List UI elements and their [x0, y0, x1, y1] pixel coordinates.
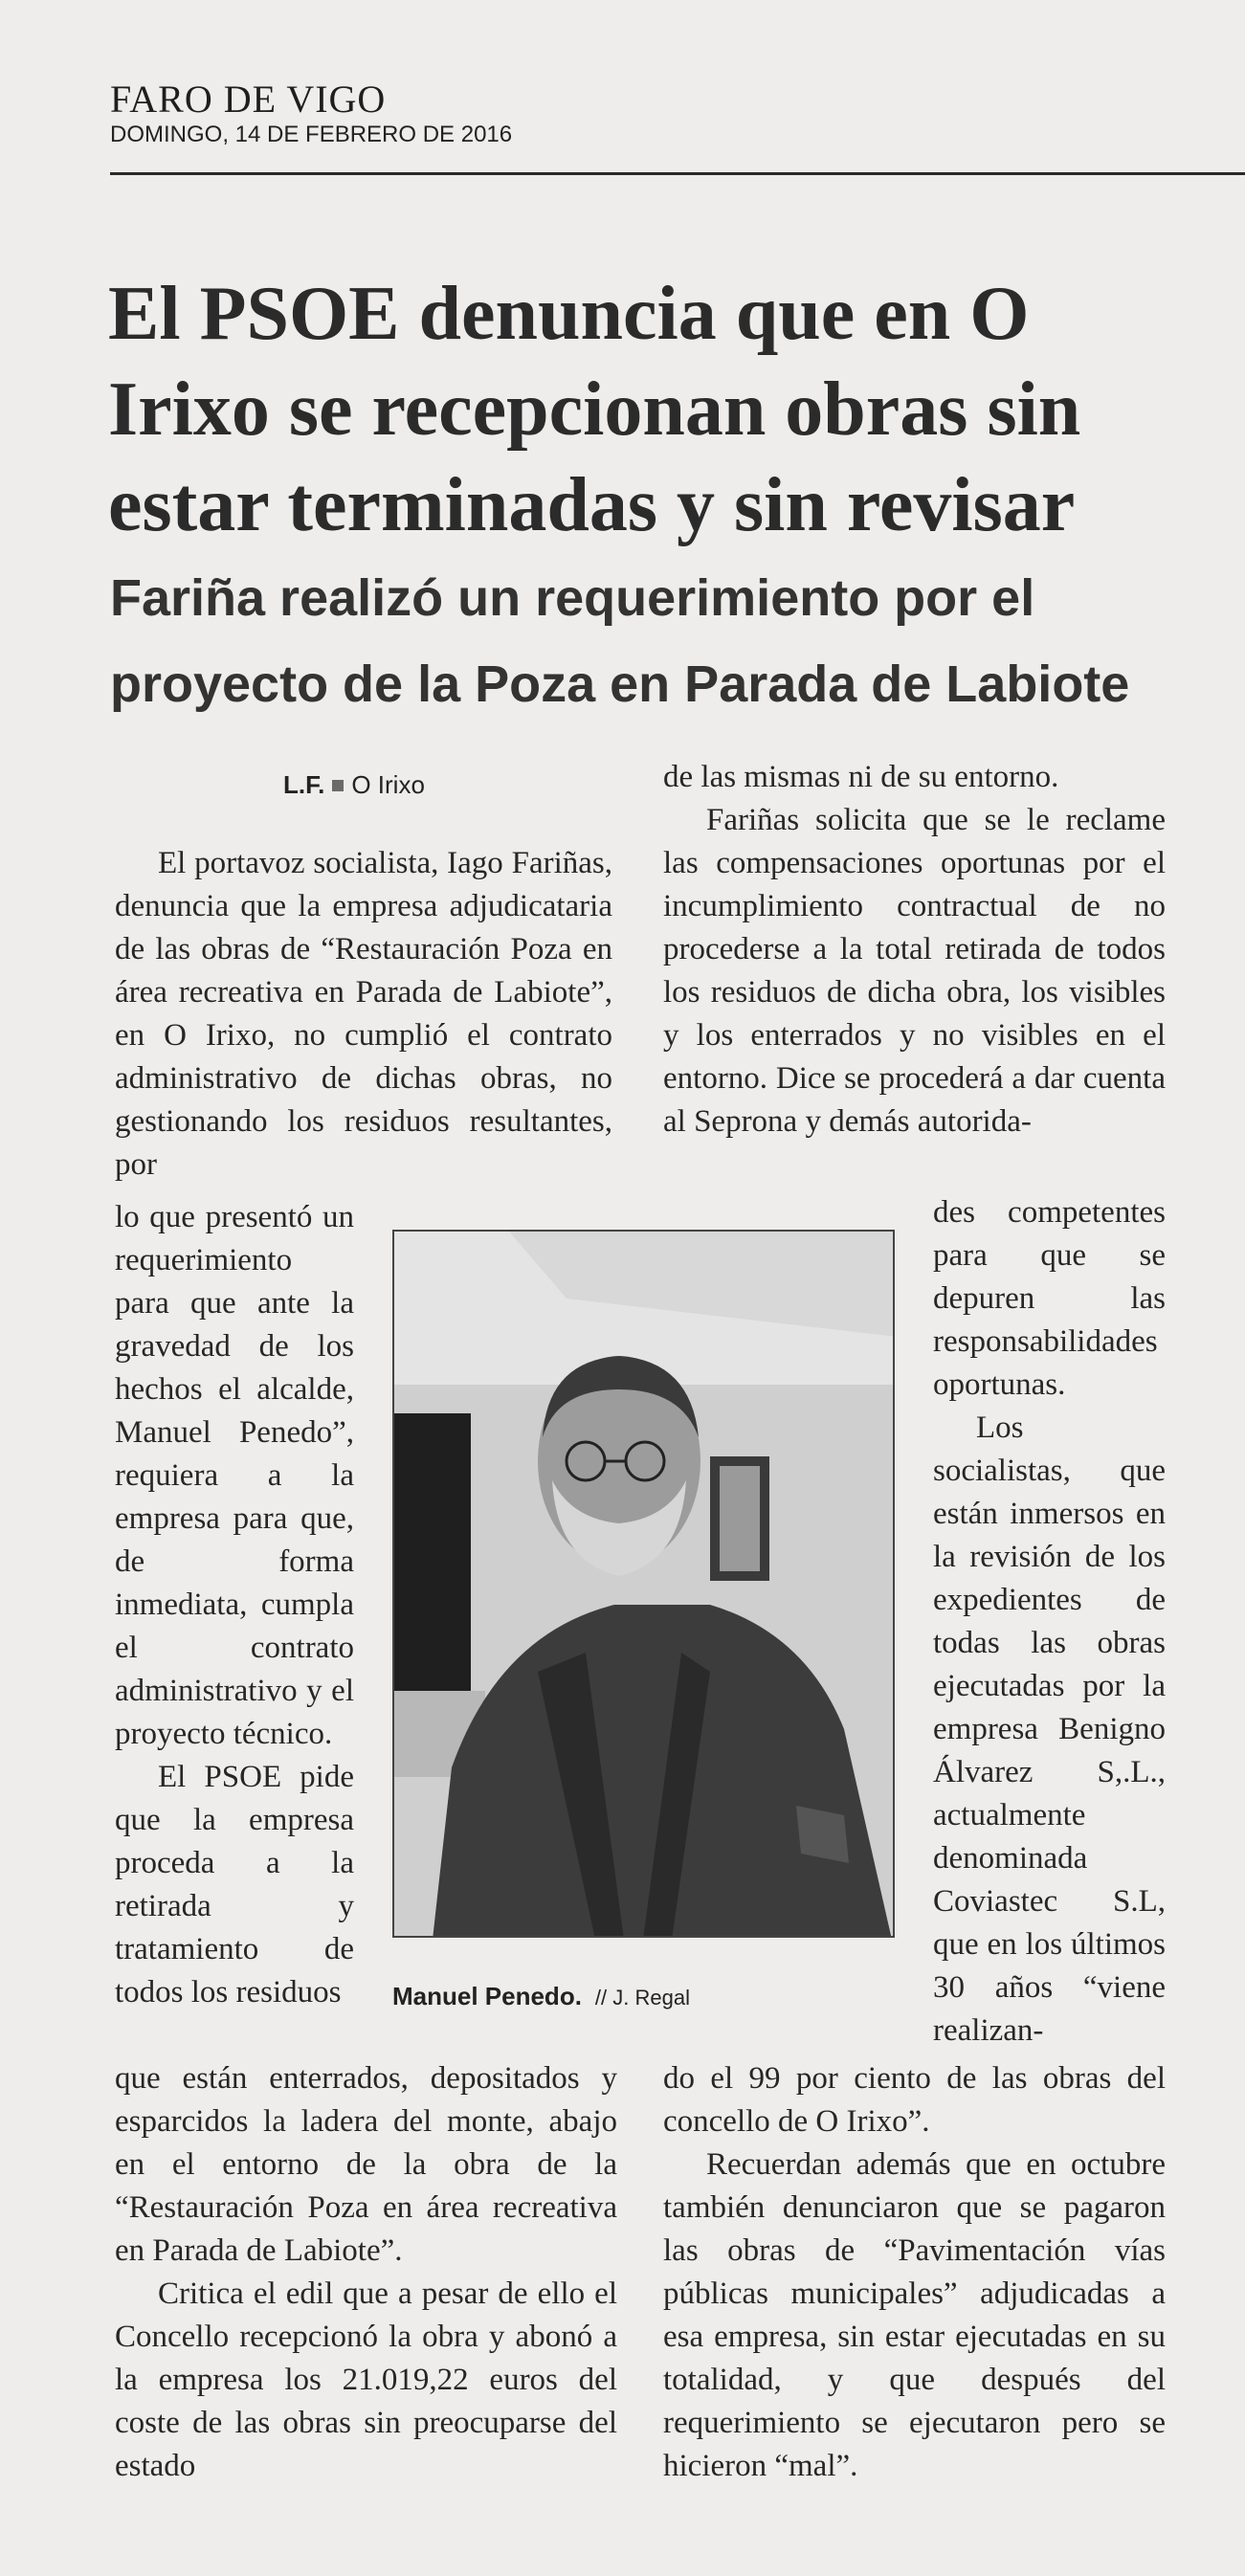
body-column-2-narrow	[933, 1191, 1166, 2053]
byline-author: L.F.	[283, 770, 325, 799]
masthead-rule	[110, 172, 1245, 175]
paragraph: do el 99 por ciento de las obras del concello de O Irixo”.	[663, 2061, 1166, 2139]
paragraph: de las mismas ni de su entorno.	[663, 760, 1059, 794]
newspaper-name: FARO DE VIGO	[110, 78, 387, 121]
body-column-2-bottom	[663, 2057, 1166, 2488]
paragraph: des competentes para que se depuren las responsabilidades oportunas.	[933, 1195, 1166, 1402]
paragraph: Fariñas solicita que se le reclame las compensaciones oportunas por el incumplimiento contractual de no procederse a la total retirada de todos los residuos de dicha obra, los visibles y los enterrados y no visibles en el entorno. Dice se procederá a dar cuenta al Seprona y demás autorida-	[663, 803, 1166, 1139]
paragraph: Recuerdan además que en octubre también denunciaron que se pagaron las obras de “Pavimentación vías públicas municipales” adjudicadas a esa empresa, sin estar ejecutadas en su totalidad, y que después del requerimiento se ejecutaron pero se hicieron “mal”.	[663, 2147, 1166, 2483]
paragraph: Critica el edil que a pesar de ello el Concello recepcionó la obra y abonó a la empresa los 21.019,22 euros del coste de las obras sin preocuparse del estado	[115, 2276, 617, 2483]
byline-location: O Irixo	[351, 770, 425, 799]
headline: El PSOE denuncia que en O Irixo se recepcionan obras sin estar terminadas y sin revisar	[108, 272, 1081, 547]
masthead	[110, 78, 512, 149]
paragraph: que están enterrados, depositados y esparcidos la ladera del monte, abajo en el entorno de la obra de la “Restauración Poza en área recreativa en Parada de Labiote”.	[115, 2061, 617, 2268]
body-column-1-top	[115, 842, 612, 1187]
paragraph: Los socialistas, que están inmersos en la revisión de los expedientes de todas las obras ejecutadas por la empresa Benigno Álvarez S,.L., actualmente denominada Coviastec S.L, que en los últimos 30 años “viene realizan-	[933, 1410, 1166, 2048]
body-column-1-bottom	[115, 2057, 617, 2488]
portrait-photo-illustration	[394, 1232, 895, 1938]
byline	[283, 766, 425, 804]
article-photo	[392, 1230, 895, 1938]
caption-text: Manuel Penedo.	[392, 1982, 582, 2010]
paragraph: lo que presentó un requerimiento para que ante la gravedad de los hechos el alcalde, Manuel Penedo”, requiera a la empresa para que, de forma inmediata, cumpla el contrato administrativo y el proyecto técnico.	[115, 1200, 354, 1751]
photo-credit: // J. Regal	[594, 1986, 690, 2010]
body-column-2-top	[663, 756, 1166, 1144]
photo-caption	[392, 1979, 895, 2015]
body-column-1-narrow	[115, 1196, 354, 2014]
square-bullet-icon	[332, 780, 344, 791]
publication-date: DOMINGO, 14 DE FEBRERO DE 2016	[110, 122, 513, 147]
subheadline: Fariña realizó un requerimiento por el proyecto de la Poza en Parada de Labiote	[110, 569, 1130, 713]
paragraph: El PSOE pide que la empresa proceda a la retirada y tratamiento de todos los residuos	[115, 1760, 354, 2010]
paragraph: El portavoz socialista, Iago Fariñas, denuncia que la empresa adjudicataria de las obras de “Restauración Poza en área recreativa en Parada de Labiote”, en O Irixo, no cumplió el contrato administrativo de dichas obras, no gestionando los residuos resultantes, por	[115, 846, 612, 1182]
